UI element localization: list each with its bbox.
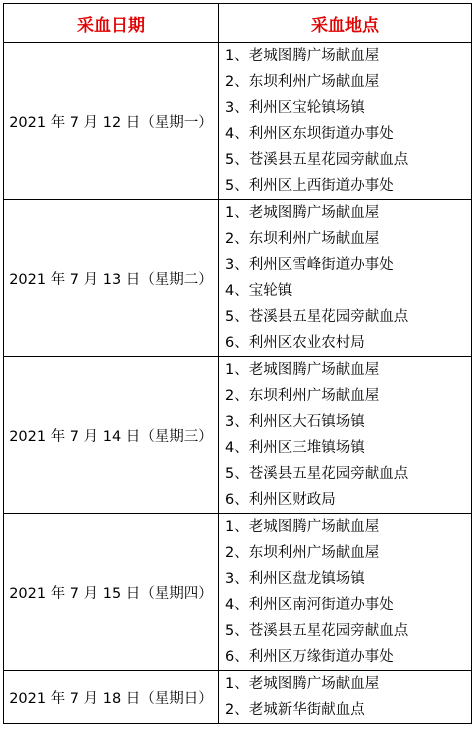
location-item: 1、老城图腾广场献血屋 (225, 519, 380, 535)
location-item: 1、老城图腾广场献血屋 (225, 362, 380, 378)
location-item: 1、老城图腾广场献血屋 (225, 676, 380, 692)
location-item: 6、利州区万缘街道办事处 (225, 649, 394, 665)
table-row (4, 43, 472, 200)
location-item: 2、东坝利州广场献血屋 (225, 545, 380, 561)
table-row (4, 514, 472, 671)
table-row (4, 200, 472, 357)
blood-donation-schedule-table (3, 3, 472, 724)
location-item: 4、利州区东坝街道办事处 (225, 126, 394, 142)
location-item: 5、利州区上西街道办事处 (225, 178, 394, 194)
collection-date: 2021 年 7 月 12 日（星期一） (4, 43, 219, 200)
location-item: 3、利州区宝轮镇场镇 (225, 100, 365, 116)
location-list (219, 514, 472, 671)
location-item: 3、利州区盘龙镇场镇 (225, 571, 365, 587)
location-item: 4、宝轮镇 (225, 283, 293, 299)
location-list (219, 43, 472, 200)
date-column-header: 采血日期 (4, 4, 219, 43)
table-row (4, 671, 472, 724)
location-item: 1、老城图腾广场献血屋 (225, 205, 380, 221)
location-item: 4、利州区南河街道办事处 (225, 597, 394, 613)
location-list (219, 671, 472, 724)
location-item: 2、东坝利州广场献血屋 (225, 388, 380, 404)
location-item: 1、老城图腾广场献血屋 (225, 48, 380, 64)
location-item: 6、利州区财政局 (225, 492, 336, 508)
collection-date: 2021 年 7 月 14 日（星期三） (4, 357, 219, 514)
collection-date: 2021 年 7 月 15 日（星期四） (4, 514, 219, 671)
collection-date: 2021 年 7 月 13 日（星期二） (4, 200, 219, 357)
location-list (219, 200, 472, 357)
location-list (219, 357, 472, 514)
location-item: 5、苍溪县五星花园旁献血点 (225, 309, 409, 325)
location-item: 2、东坝利州广场献血屋 (225, 231, 380, 247)
location-column-header: 采血地点 (219, 4, 472, 43)
collection-date: 2021 年 7 月 18 日（星期日） (4, 671, 219, 724)
location-item: 2、东坝利州广场献血屋 (225, 74, 380, 90)
location-item: 6、利州区农业农村局 (225, 335, 365, 351)
table-row (4, 357, 472, 514)
header-row (4, 4, 472, 43)
location-item: 4、利州区三堆镇场镇 (225, 440, 365, 456)
location-item: 3、利州区大石镇场镇 (225, 414, 365, 430)
location-item: 5、苍溪县五星花园旁献血点 (225, 466, 409, 482)
location-item: 3、利州区雪峰街道办事处 (225, 257, 394, 273)
location-item: 5、苍溪县五星花园旁献血点 (225, 152, 409, 168)
location-item: 5、苍溪县五星花园旁献血点 (225, 623, 409, 639)
location-item: 2、老城新华街献血点 (225, 702, 365, 718)
